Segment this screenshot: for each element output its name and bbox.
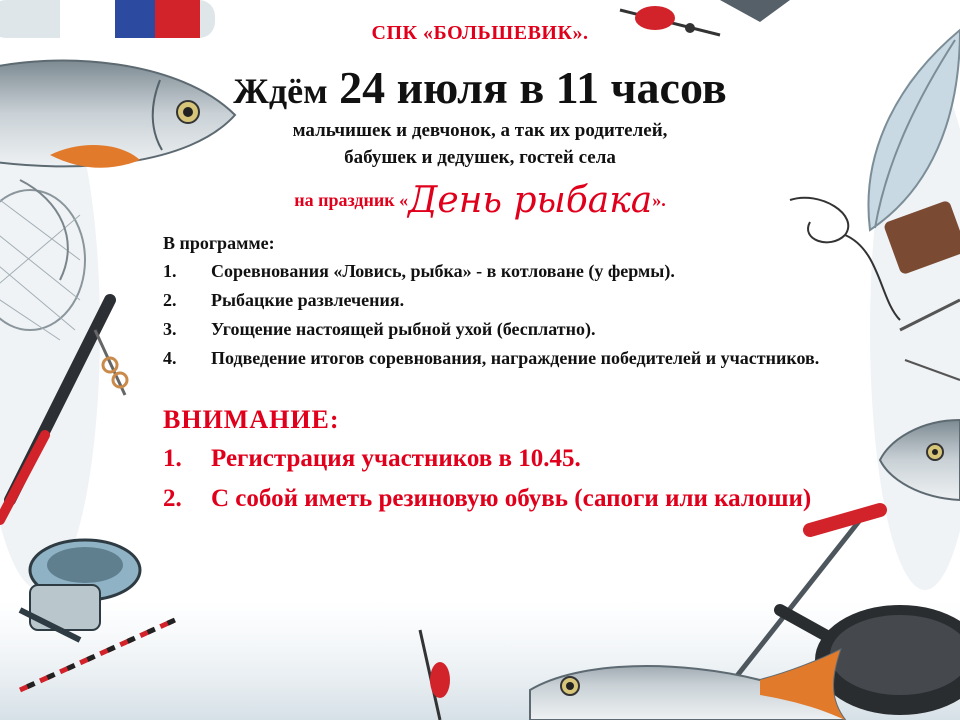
invitation-text	[0, 117, 960, 171]
program-list	[163, 258, 893, 371]
headline-word: Ждём	[233, 71, 328, 111]
program-item-text: Соревнования «Ловись, рыбка» - в котловане (у фермы).	[211, 261, 675, 281]
attention-item-text: С собой иметь резиновую обувь (сапоги или калоши)	[211, 485, 812, 512]
headline-date: 24 июля в 11 часов	[339, 62, 727, 113]
program-item-text: Рыбацкие развлечения.	[211, 290, 405, 310]
program-section	[163, 233, 893, 374]
attention-item-number: 1.	[163, 445, 182, 472]
program-item	[163, 345, 893, 371]
program-item-text: Угощение настоящей рыбной ухой (бесплатно).	[211, 319, 596, 339]
program-item-number: 3.	[163, 319, 177, 339]
attention-title: ВНИМАНИЕ:	[163, 405, 340, 434]
program-item	[163, 316, 893, 342]
program-item-number: 2.	[163, 290, 177, 310]
attention-item	[163, 441, 893, 477]
program-title: В программе:	[163, 233, 275, 253]
program-item	[163, 287, 893, 313]
attention-item	[163, 481, 893, 517]
attention-section	[163, 405, 893, 521]
event-title	[0, 180, 960, 221]
program-item-number: 1.	[163, 261, 177, 281]
program-item	[163, 258, 893, 284]
attention-list	[163, 441, 893, 517]
organization-name: СПК «БОЛЬШЕВИК».	[371, 22, 589, 44]
invitation-line: мальчишек и девчонок, а так их родителей,	[292, 120, 668, 141]
headline	[130, 62, 830, 117]
event-prefix: на праздник «	[294, 190, 409, 210]
invitation-line: бабушек и дедушек, гостей села	[344, 147, 616, 168]
attention-item-text: Регистрация участников в 10.45.	[211, 445, 581, 472]
program-item-number: 4.	[163, 348, 177, 368]
event-name: День рыбака	[408, 180, 653, 221]
event-suffix: ».	[652, 190, 666, 210]
program-item-text: Подведение итогов соревнования, награждение победителей и участников.	[211, 348, 820, 368]
attention-item-number: 2.	[163, 485, 182, 512]
